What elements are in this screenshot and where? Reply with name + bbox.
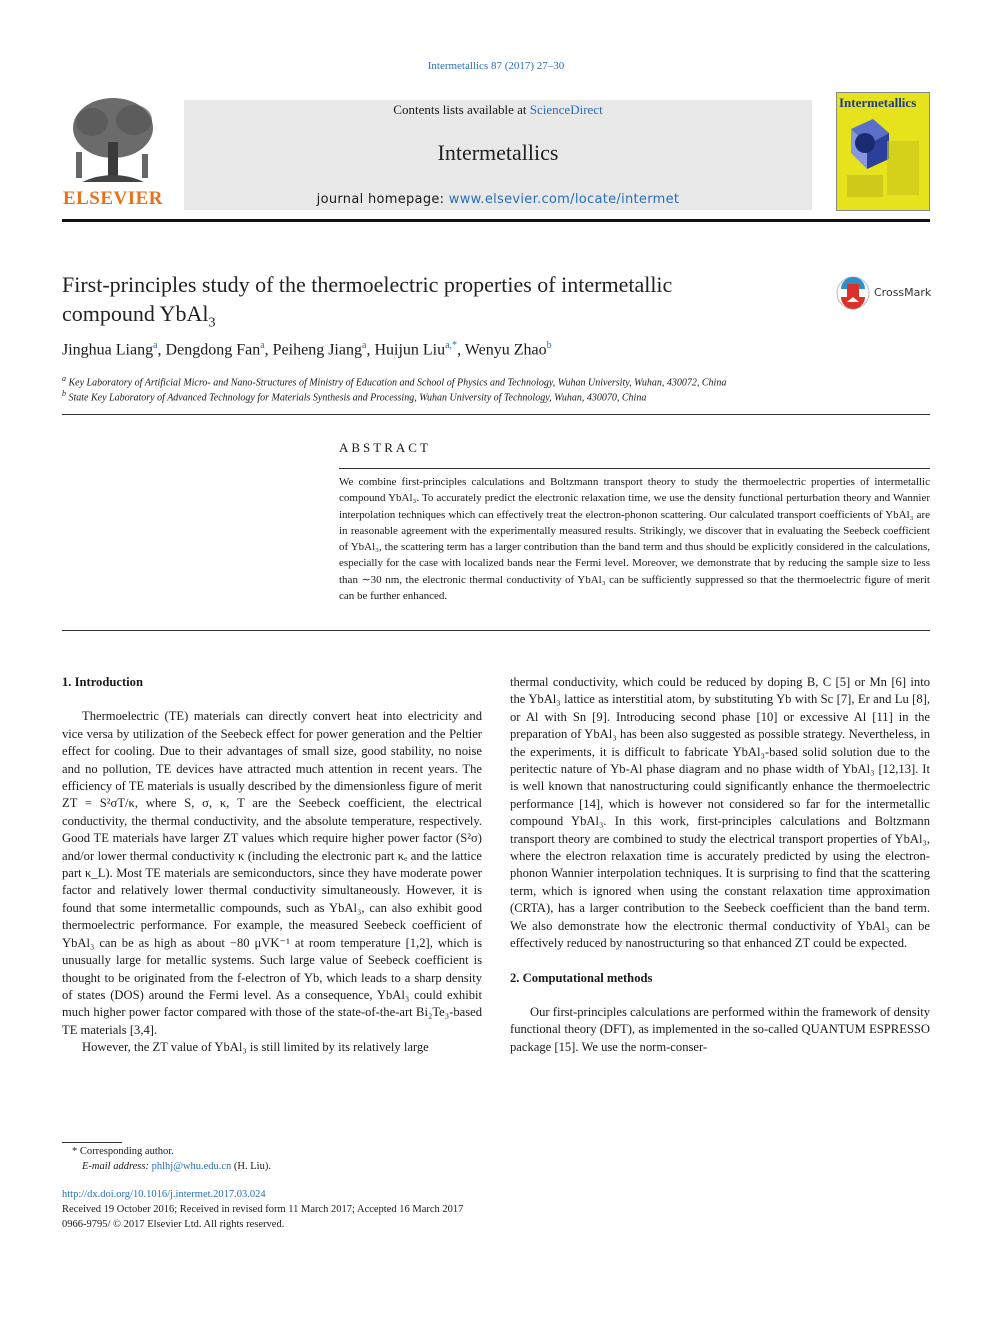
paragraph: However, the ZT value of YbAl₃ is still limited by its relatively large — [82, 1040, 429, 1055]
divider — [339, 468, 930, 469]
author-affil-marker[interactable]: a — [260, 340, 265, 351]
divider — [62, 414, 930, 415]
body-column-right — [510, 674, 930, 1056]
abstract-text: We combine first-principles calculations and Boltzmann transport theory to study the thermoelectric properties of intermetallic compound YbAl₃. To accurately predict the electronic relaxation time, we use the density functional perturbation theory and Wannier interpolation techniques which can effectively treat the electron-phonon scattering. Our calculated transport coefficients of YbAl₃ are in reasonable agreement with the experimentally measured results. Strikingly, we discover that in evaluating the Seebeck coefficient of YbAl₃, the scattering term has a larger contribution than the band term and thus should be explicitly considered in the calculations, especially for the case with localized bands near the Fermi level. Moreover, we demonstrate that by reducing the sample size to less than ∼30 nm, the electronic thermal conductivity of YbAl₃ can be sufficiently suppressed so that the thermoelectric figure of merit can be further enhanced. — [339, 476, 930, 603]
affil-marker: a — [62, 374, 66, 383]
author-name[interactable]: Dengdong Fan — [165, 341, 261, 359]
paragraph: Our first-principles calculations are performed within the framework of density functional theory (DFT), as implemented in the so-called QUANTUM ESPRESSO package [15]. We use the norm-conser- — [510, 1004, 930, 1054]
email-suffix: (H. Liu). — [231, 1161, 271, 1172]
crossmark-badge[interactable] — [836, 276, 932, 310]
author-affil-marker[interactable]: b — [546, 340, 552, 351]
title-line-1: First-principles study of the thermoelectric properties of intermetallic — [62, 272, 673, 297]
header-rule — [62, 219, 930, 222]
email-label: E-mail address: — [82, 1161, 152, 1172]
title-subscript: 3 — [208, 315, 216, 331]
corresponding-author-note: * Corresponding author. — [72, 1146, 174, 1157]
affil-marker: b — [62, 389, 66, 398]
copyright-note: 0966-9795/ © 2017 Elsevier Ltd. All rights reserved. — [62, 1219, 285, 1230]
received-dates: Received 19 October 2016; Received in revised form 11 March 2017; Accepted 16 March 2017 — [62, 1204, 464, 1215]
abstract-heading: ABSTRACT — [339, 440, 431, 455]
journal-banner — [184, 100, 812, 210]
contents-line — [184, 102, 812, 118]
affiliation-b — [62, 389, 646, 403]
cover-graphic-icon — [843, 111, 923, 201]
journal-cover[interactable] — [836, 92, 930, 211]
email-link[interactable]: phlhj@whu.edu.cn — [151, 1161, 232, 1172]
affiliation-text: State Key Laboratory of Advanced Technology for Materials Synthesis and Processing, Wuhan University of Technology, Wuhan, 430070, China — [68, 392, 647, 404]
journal-citation[interactable]: Intermetallics 87 (2017) 27–30 — [427, 60, 565, 72]
email-note — [82, 1161, 271, 1172]
contents-prefix: Contents lists available at — [393, 102, 530, 117]
homepage-link[interactable]: www.elsevier.com/locate/intermet — [448, 192, 680, 207]
homepage-line — [184, 192, 812, 207]
body-column-left — [62, 674, 482, 1057]
homepage-prefix: journal homepage: — [316, 192, 449, 207]
crossmark-icon — [836, 276, 870, 310]
affiliation-text: Key Laboratory of Artificial Micro- and Nano-Structures of Ministry of Education and School of Physics and Technology, Wuhan University, Wuhan, 430072, China — [68, 377, 727, 389]
author-name[interactable]: Peiheng Jiang — [272, 341, 362, 359]
section-heading-methods: 2. Computational methods — [510, 970, 653, 985]
sciencedirect-link[interactable]: ScienceDirect — [529, 102, 603, 117]
paragraph: Thermoelectric (TE) materials can directly convert heat into electricity and vice versa by utilization of the Seebeck effect for power generation and the Peltier effect for cooling. Due to their advantages of small size, good stability, no noise and no pollution, TE devices have attracted much attention in recent years. The efficiency of TE materials is usually described by the dimensionless figure of merit ZT = S²σT/κ, where S, σ, κ, T are the Seebeck coefficient, the electrical conductivity, the thermal conductivity, and the absolute temperature, respectively. Good TE materials have larger ZT values which require higher power factor (S²σ) and/or lower thermal conductivity κ (including the electronic part κₑ and the lattice part κ_L). Most TE materials are semiconductors, since they have moderate power factor and relatively lower thermal conductivity simultaneously. However, it is found that some intermetallic compounds, such as YbAl₃, can also exhibit good thermoelectric performance. For example, the measured Seebeck coefficient of YbAl₃ can be as high as about −80 μVK⁻¹ at room temperature [1,2], which is unusually large for metallic systems. Such large value of Seebeck coefficient is thought to be originated from the f-electron of Yb, which leads to a sharp density of states (DOS) around the Fermi level. As a consequence, YbAl₃ could exhibit much higher power factor compared with those of the state-of-the-art Bi₂Te₃-based TE materials [3,4]. — [62, 709, 482, 1037]
author-name[interactable]: Huijun Liu — [374, 341, 446, 359]
article-title — [62, 270, 802, 337]
author-name[interactable]: Jinghua Liang — [62, 341, 154, 359]
section-heading-introduction: 1. Introduction — [62, 675, 143, 689]
divider — [62, 630, 930, 631]
title-line-2: compound YbAl — [62, 301, 209, 326]
elsevier-logo — [62, 92, 164, 210]
paragraph: thermal conductivity, which could be reduced by doping B, C [5] or Mn [6] into the YbAl₃ lattice as interstitial atom, by substituting Yb with Sc [7], Er and Lu [8], or Al with Sn [9]. Introducing second phase [10] or excessive Al [11] in the preparation of YbAl₃ has been also suggested as possible strategy. Nevertheless, in the experiments, it is difficult to fabricate YbAl₃-based solid solution due to the peritectic nature of Yb-Al phase diagram and no phase width of YbAl₃ [12,13]. It is well known that nanostructuring could significantly enhance the thermoelectric performance [14], which is however not considered so far for the intermetallic compound YbAl₃. In this work, first-principles calculations and Boltzmann transport theory are combined to study the electrical transport properties of YbAl₃, where the electron relaxation time is accurately predicted by using the electron-phonon Wannier interpolation techniques. It is surprising to find that the scattering term, which is ignored when using the constant relaxation time approximation (CRTA), has a larger contribution to the Seebeck coefficient than the band term. We also demonstrate how the electronic thermal conductivity of YbAl₃ can be effectively reduced by nanostructuring so that enhanced ZT could be expected. — [510, 675, 930, 951]
doi-link[interactable]: http://dx.doi.org/10.1016/j.intermet.2017.03.024 — [62, 1189, 266, 1200]
crossmark-label: CrossMark — [874, 286, 932, 299]
author-list: Jinghua Liang$^a$, Dengdong Fan$^a$, Peiheng Jiang$^a$, Huijun Liu$^{a,*}$, Wenyu Zhao$^b$ — [62, 340, 552, 359]
author-name[interactable]: Wenyu Zhao — [464, 341, 547, 359]
tree-icon — [62, 92, 164, 188]
author-affil-marker[interactable]: a — [153, 340, 158, 351]
elsevier-wordmark: ELSEVIER — [62, 188, 164, 209]
journal-name: Intermetallics — [437, 140, 559, 165]
author-affil-marker[interactable]: a — [361, 340, 367, 351]
cover-title: Intermetallics — [839, 95, 917, 110]
affiliation-a — [62, 374, 726, 388]
footnote-rule — [62, 1142, 122, 1143]
author-affil-marker[interactable]: a,* — [445, 340, 458, 351]
